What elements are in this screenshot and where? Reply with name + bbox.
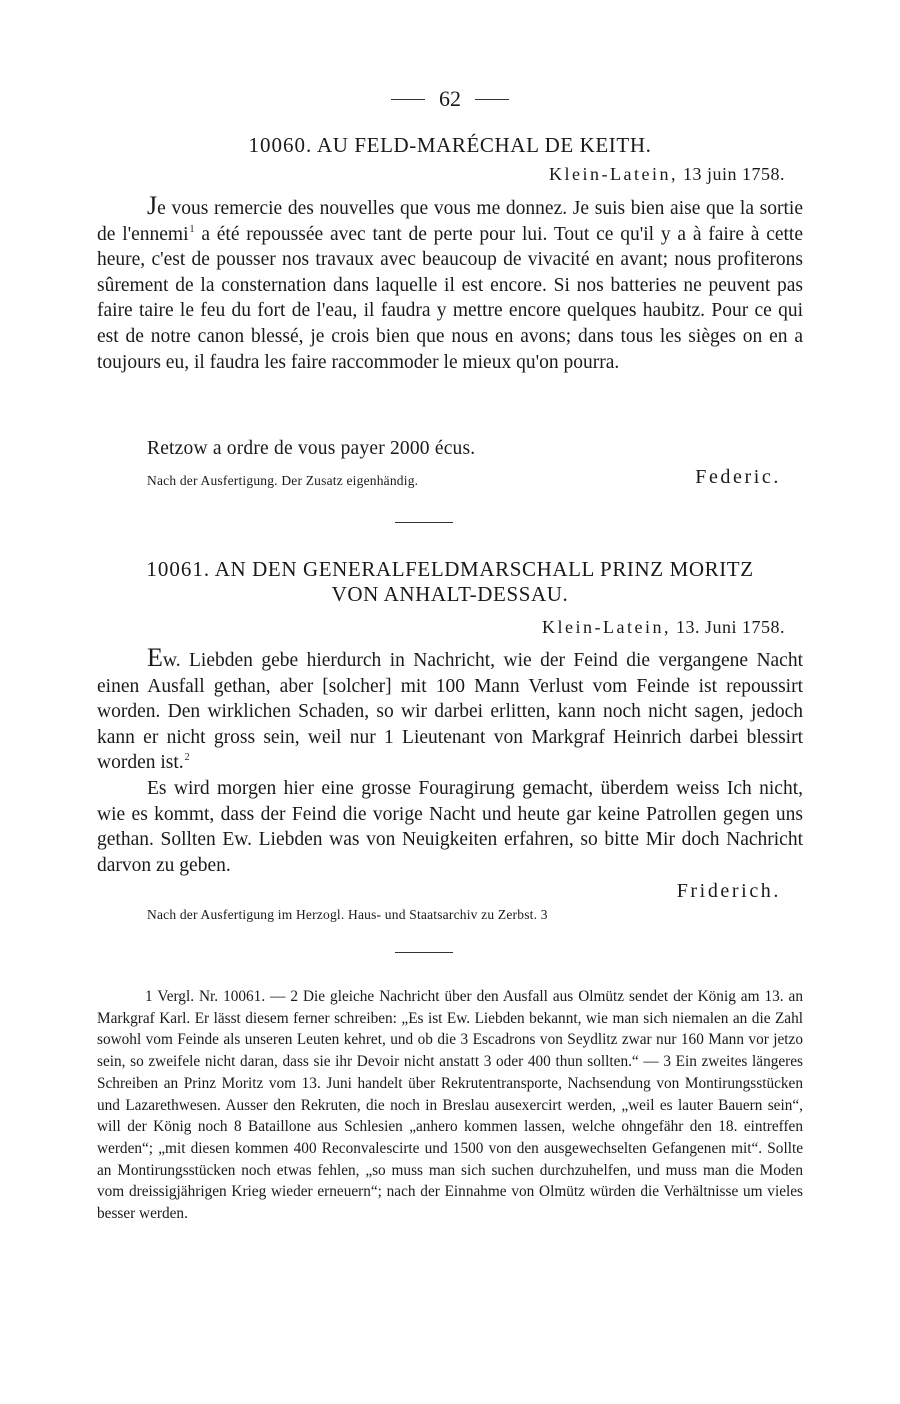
letter-1-body: [97, 193, 803, 375]
letter-2-title-line-1: AN DEN GENERALFELDMARSCHALL PRINZ MORITZ: [214, 557, 754, 581]
letter-2-heading: [97, 557, 803, 607]
page-header: [97, 86, 803, 112]
letter-1-postscript: Retzow a ordre de vous payer 2000 écus.: [147, 438, 476, 459]
footnote-ref-2: 2: [184, 752, 190, 764]
section-divider-2: [395, 952, 453, 953]
page-number: 62: [439, 86, 461, 111]
header-dash-left: [391, 99, 425, 100]
letter-2-source: [147, 907, 548, 923]
footnote-ref-3: 3: [540, 907, 548, 922]
letter-1-title: AU FELD-MARÉCHAL DE KEITH.: [316, 133, 652, 157]
letter-2-title-line-2: VON ANHALT-DESSAU.: [331, 582, 569, 606]
letter-2-date: 13. Juni 1758.: [675, 617, 785, 637]
letter-1-place: Klein-Latein,: [549, 164, 678, 184]
letter-2-place: Klein-Latein,: [542, 617, 671, 637]
letter-1-body-text-cont: a été repoussée avec tant de perte pour lui. Tout ce qu'il y a à faire à cette heure, c'est de pousser nos travaux avec beaucoup de vivacité en avant; nous profiterons sûrement de la consternation dans laquelle il est encore. Si nos batteries ne peuvent pas faire taire le feu du fort de l'eau, il faudra y mettre encore quelques haubitz. Pour ce qui est de notre canon blessé, je crois bien que nous en avons; dans tous les sièges on en a toujours eu, il faudra les faire raccommoder le mieux qu'on pourra.: [97, 223, 804, 373]
footnote-ref-1: 1: [189, 223, 195, 235]
letter-2-number: 10061.: [146, 557, 211, 581]
letter-2-source-text: Nach der Ausfertigung im Herzogl. Haus- und Staatsarchiv zu Zerbst.: [147, 907, 538, 922]
letter-1-number: 10060.: [248, 133, 313, 157]
letter-2-paragraph-1: w. Liebden gebe hierdurch in Nachricht, wie der Feind die vergangene Nacht einen Ausfall gethan, aber [solcher] mit 100 Mann Verlust vom Feinde ist repoussirt worden. Den wirklichen Schaden, so wir darbei erlitten, kann noch nicht sagen, jedoch kann er nicht gross sein, weil nur 1 Lieutenant von Markgraf Heinrich darbei blessirt worden ist.: [97, 650, 803, 774]
letter-1-source: Nach der Ausfertigung. Der Zusatz eigenhändig.: [147, 473, 419, 488]
letter-1-date: 13 juin 1758.: [682, 164, 785, 184]
footnotes: [97, 986, 803, 1225]
letter-1-signature: Federic.: [695, 466, 781, 488]
letter-2-dropcap: E: [147, 643, 163, 672]
letter-2-body: [97, 645, 803, 878]
letter-1-dropcap: J: [147, 191, 158, 220]
letter-2-paragraph-2: Es wird morgen hier eine grosse Fouragirung gemacht, überdem weiss Ich nicht, wie es kommt, dass der Feind die vorige Nacht und heute gar keine Patrollen gegen uns gethan. Sollten Ew. Liebden was von Neuigkeiten erfahren, so bitte Mir doch Nachricht darvon zu geben.: [97, 777, 803, 876]
footnotes-text: 1 Vergl. Nr. 10061. — 2 Die gleiche Nachricht über den Ausfall aus Olmütz sendet der König am 13. an Markgraf Karl. Er lässt diesem ferner schreiben: „Es ist Ew. Liebden bekannt, wie man sich niemalen an die Zahl sowohl vom Feinde als unseren Leuten kehret, und ob die 3 Escadrons von Seydlitz zwar nur 160 Mann vor jetzo sein, so zweifele nicht daran, dass sie ihr Devoir nicht anstatt 3 oder 400 thun sollten.“ — 3 Ein zweites längeres Schreiben an Prinz Moritz vom 13. Juni handelt über Rekrutentransporte, Nachsendung von Montirungsstücken und Lazarethwesen. Ausser den Rekruten, die noch in Breslau ausexercirt werden, „weil es lauter Bauern sein“, will der König noch 8 Bataillone aus Schlesien „anhero kommen lassen, welche ohngefähr den 18. eintreffen werden“; „mit diesen kommen 400 Reconvalescirte und 1500 von den ausgewechselten Gefangenen mit“. Sollte an Montirungsstücken noch etwas fehlen, „so muss man sich suchen durchzuhelfen, und muss man die Moden vom dreissigjährigen Krieg wieder erneuern“; nach der Einnahme von Olmütz würden die Verhältnisse um vieles besser werden.: [97, 988, 803, 1223]
letter-1-heading: [97, 133, 803, 158]
letter-2-signature: Friderich.: [676, 880, 781, 902]
letter-1-body-text: e vous remercie des nouvelles que vous me donnez. Je suis bien aise que la sortie de l'ennemi: [97, 198, 803, 245]
letter-1-dateline: [549, 164, 785, 185]
section-divider-1: [395, 522, 453, 523]
letter-2-dateline: [542, 617, 785, 638]
header-dash-right: [475, 99, 509, 100]
